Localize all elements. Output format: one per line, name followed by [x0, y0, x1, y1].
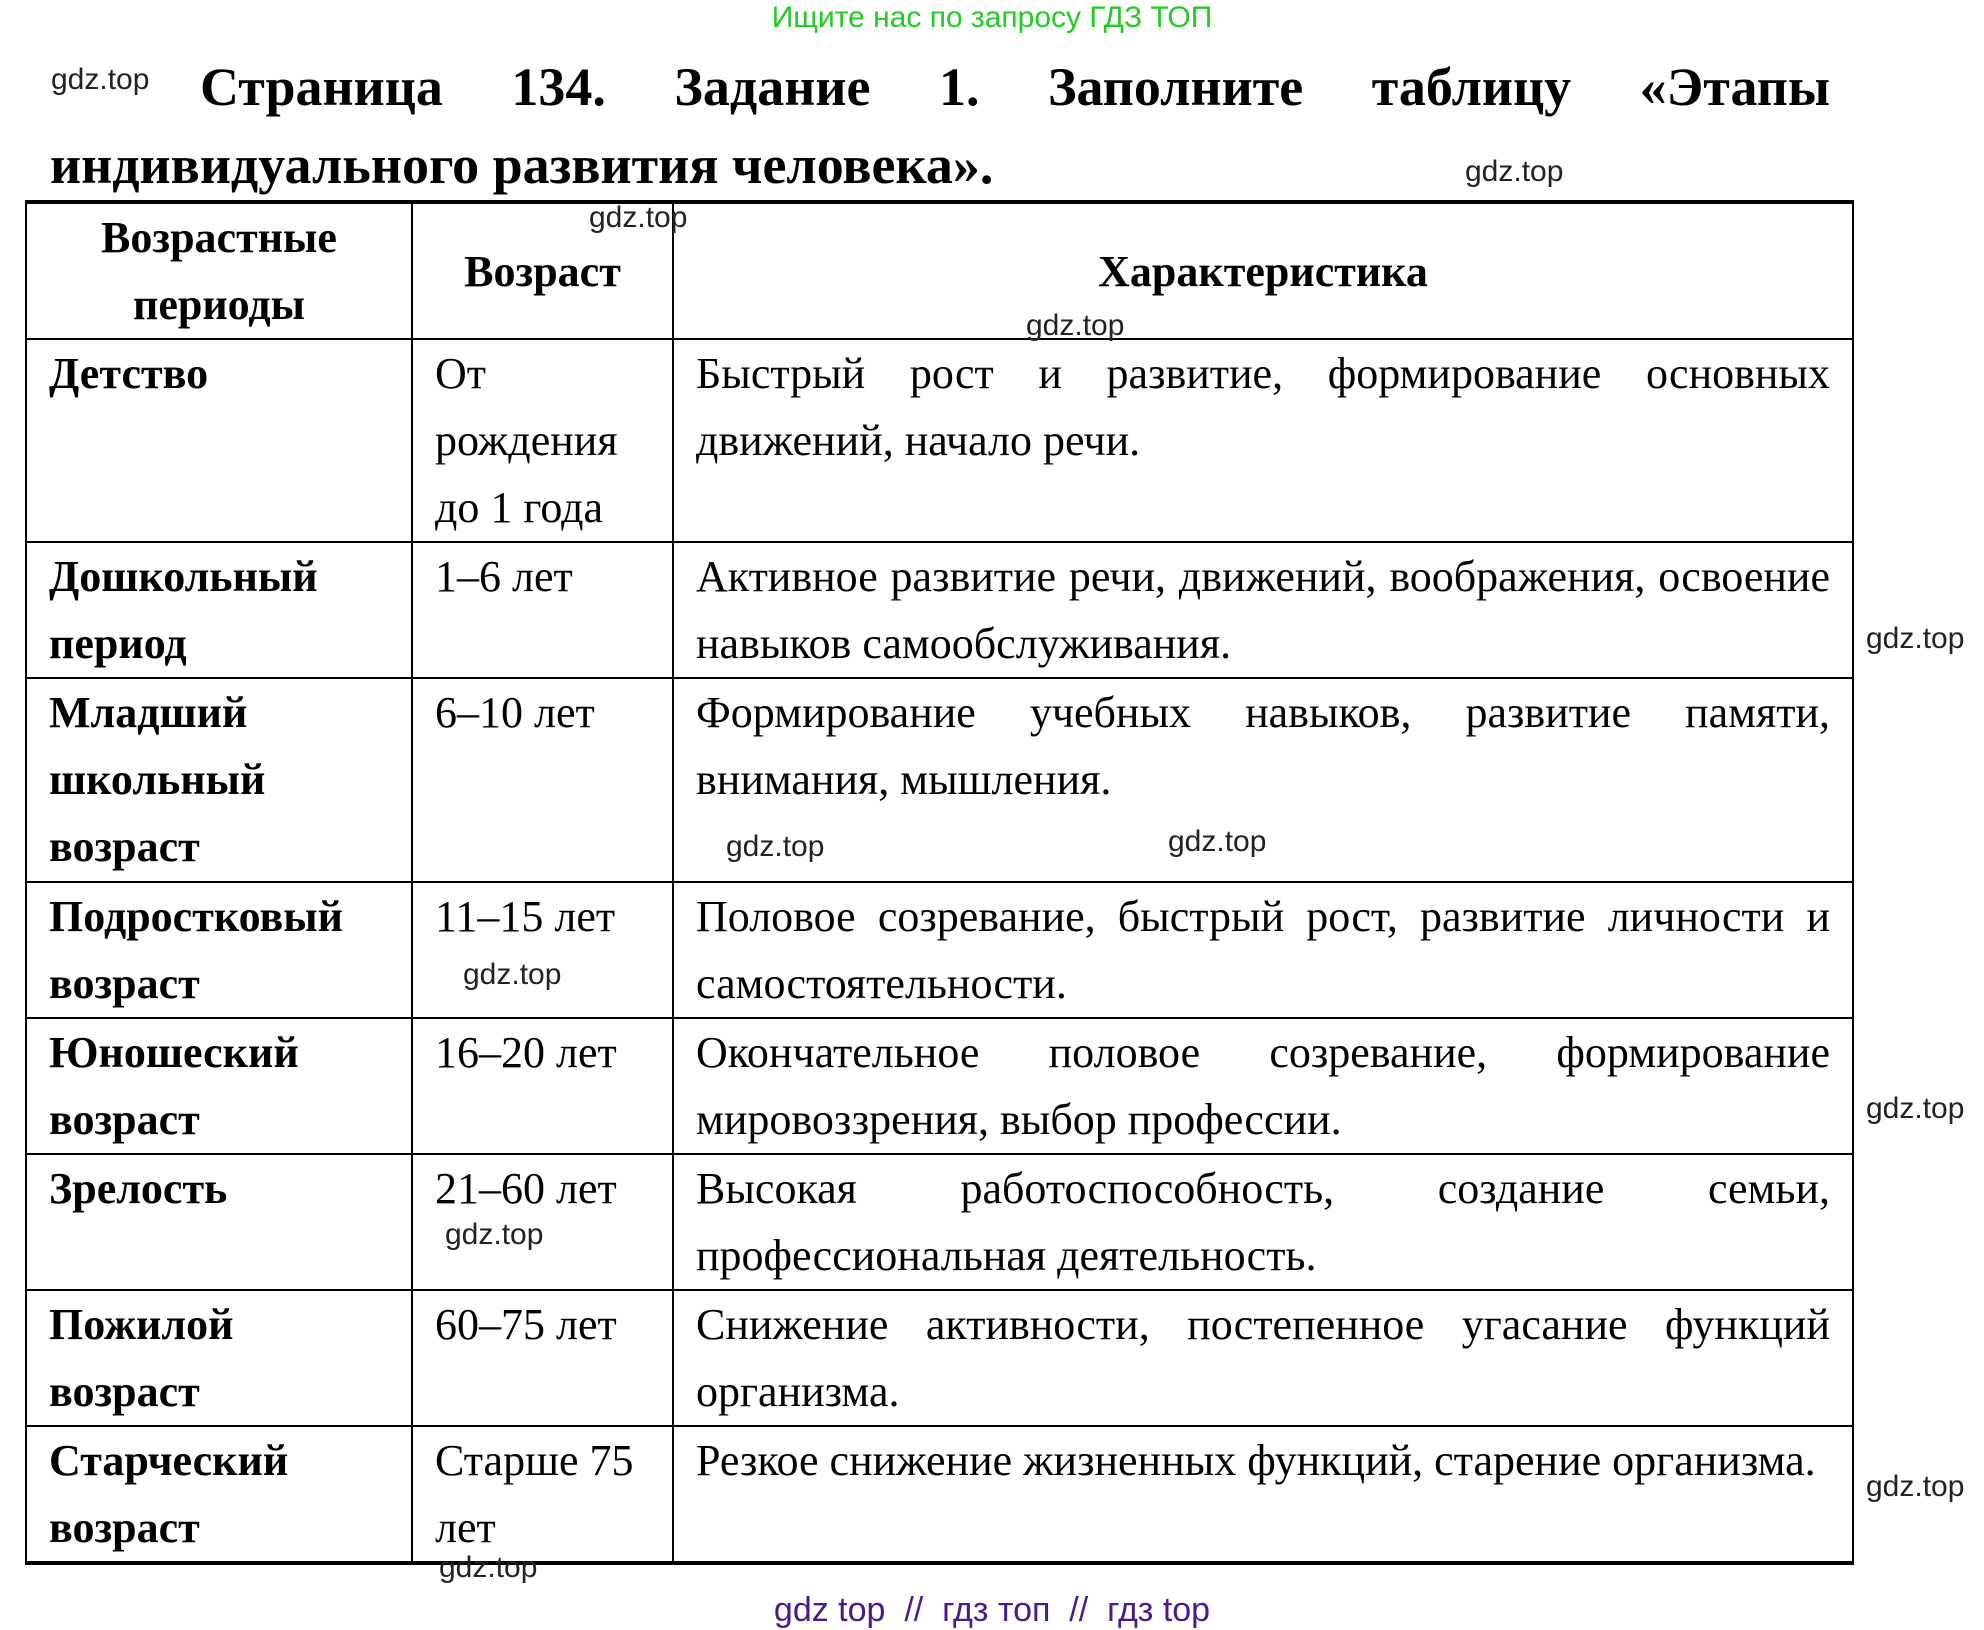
watermark: gdz.top — [1465, 155, 1564, 188]
period-cell: Старческий возраст — [26, 1426, 412, 1563]
watermark: gdz.top — [589, 201, 688, 234]
table-row — [26, 339, 1853, 542]
period-cell: Детство — [26, 339, 412, 542]
table-row — [26, 1018, 1853, 1154]
period-cell: Пожилой возраст — [26, 1290, 412, 1426]
footer-links: gdz top // гдз топ // гдз top — [773, 1591, 1211, 1629]
period-cell: Дошкольный период — [26, 542, 412, 678]
period-cell: Подростковый возраст — [26, 882, 412, 1018]
watermark: gdz.top — [1026, 309, 1125, 342]
period-cell: Юношеский возраст — [26, 1018, 412, 1154]
table-row — [26, 542, 1853, 678]
age-cell: Старше 75 лет — [412, 1426, 673, 1563]
table-row — [26, 1290, 1853, 1426]
description-cell: Половое созревание, быстрый рост, развитие личности и самостоятельности. — [673, 882, 1853, 1018]
table-row — [26, 678, 1853, 882]
table-row — [26, 1154, 1853, 1290]
period-cell: Зрелость — [26, 1154, 412, 1290]
watermark: gdz.top — [439, 1551, 538, 1584]
watermark: gdz.top — [726, 830, 825, 863]
watermark: gdz.top — [463, 958, 562, 991]
description-cell: Снижение активности, постепенное угасание функций организма. — [673, 1290, 1853, 1426]
table-row — [26, 1426, 1853, 1563]
description-cell: Активное развитие речи, движений, воображения, освоение навыков самообслуживания. — [673, 542, 1853, 678]
watermark: gdz.top — [1866, 1470, 1965, 1503]
description-cell: Резкое снижение жизненных функций, старение организма. — [673, 1426, 1853, 1563]
description-cell: Высокая работоспособность, создание семьи, профессиональная деятельность. — [673, 1154, 1853, 1290]
description-cell: Быстрый рост и развитие, формирование основных движений, начало речи. — [673, 339, 1853, 542]
description-cell: Формирование учебных навыков, развитие памяти, внимания, мышления. — [673, 678, 1853, 882]
search-hint: Ищите нас по запросу ГДЗ ТОП — [771, 1, 1213, 34]
header-characteristic: Характеристика — [673, 202, 1853, 339]
table-header-row — [26, 202, 1853, 339]
watermark: gdz.top — [445, 1218, 544, 1251]
header-periods: Возрастные периоды — [26, 202, 412, 339]
age-cell: 11–15 лет — [412, 882, 673, 1018]
watermark: gdz.top — [1866, 622, 1965, 655]
age-cell: 1–6 лет — [412, 542, 673, 678]
age-cell: 60–75 лет — [412, 1290, 673, 1426]
age-cell: 21–60 лет — [412, 1154, 673, 1290]
watermark: gdz.top — [1168, 825, 1267, 858]
age-cell: От рождения до 1 года — [412, 339, 673, 542]
watermark: gdz.top — [1866, 1092, 1965, 1125]
period-cell: Младший школьный возраст — [26, 678, 412, 882]
age-cell: 16–20 лет — [412, 1018, 673, 1154]
age-cell: 6–10 лет — [412, 678, 673, 882]
description-cell: Окончательное половое созревание, формирование мировоззрения, выбор профессии. — [673, 1018, 1853, 1154]
watermark: gdz.top — [51, 63, 150, 96]
table-row — [26, 882, 1853, 1018]
development-stages-table — [25, 200, 1854, 1565]
header-age: Возраст — [412, 202, 673, 339]
page-title: Страница 134. Задание 1. Заполните таблицу «Этапы индивидуального развития человека». — [50, 57, 1830, 195]
